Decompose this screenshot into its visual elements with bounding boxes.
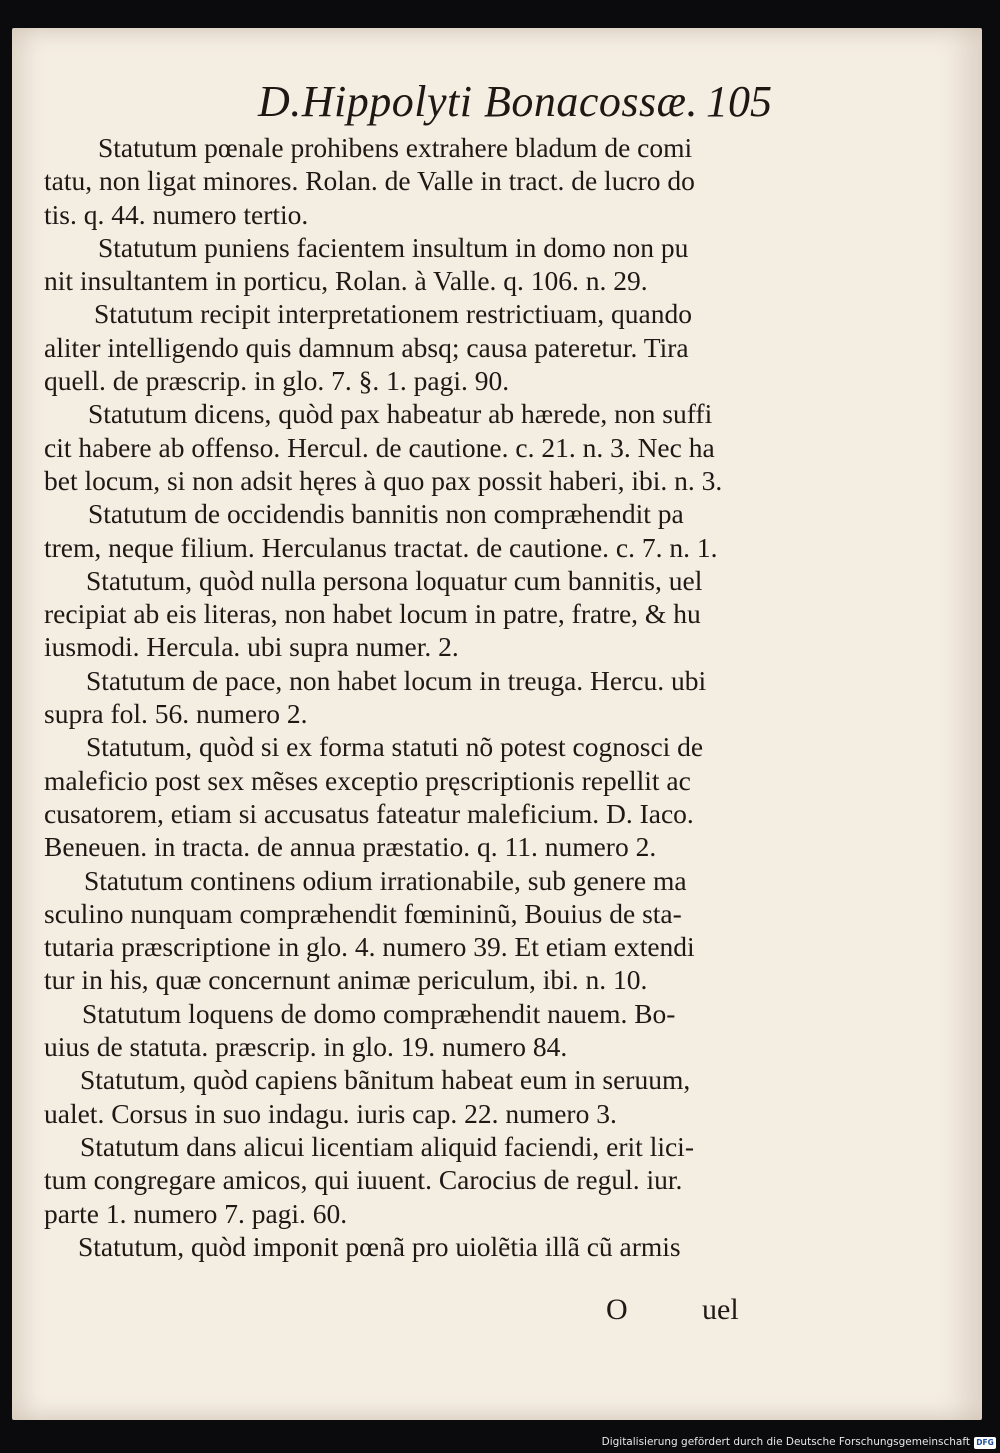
text-line: recipiat ab eis literas, non habet locum in patre, fratre, & hu	[44, 598, 701, 630]
page-header	[0, 76, 1000, 136]
text-line: tutaria præscriptione in glo. 4. numero 39. Et etiam extendi	[44, 931, 695, 963]
running-head: D.Hippolyti Bonacossæ.	[258, 77, 698, 126]
text-line: aliter intelligendo quis damnum absq; causa pateretur. Tira	[44, 331, 689, 363]
text-line: Statutum continens odium irrationabile, sub genere ma	[84, 864, 687, 896]
text-line: nit insultantem in porticu, Rolan. à Valle. q. 106. n. 29.	[44, 265, 648, 297]
text-line: trem, neque filium. Herculanus tractat. de cautione. c. 7. n. 1.	[44, 531, 718, 563]
text-line: Statutum puniens facientem insultum in domo non pu	[98, 231, 689, 263]
text-line: tatu, non ligat minores. Rolan. de Valle in tract. de lucro do	[44, 165, 695, 197]
text-line: Statutum dans alicui licentiam aliquid faciendi, erit lici-	[80, 1130, 694, 1162]
text-line: Statutum recipit interpretationem restrictiuam, quando	[94, 298, 692, 330]
text-line: parte 1. numero 7. pagi. 60.	[44, 1197, 348, 1229]
text-line: Statutum, quòd imponit pœnã pro uiolẽtia illã cũ armis	[78, 1230, 681, 1262]
text-line: Statutum, quòd nulla persona loquatur cum bannitis, uel	[86, 564, 703, 596]
text-line: quell. de præscrip. in glo. 7. §. 1. pagi. 90.	[44, 365, 510, 397]
text-line: Statutum loquens de domo compræhendit nauem. Bo-	[82, 997, 676, 1029]
text-line: Beneuen. in tracta. de annua præstatio. q. 11. numero 2.	[44, 831, 657, 863]
text-line: tis. q. 44. numero tertio.	[44, 198, 309, 230]
page-footer	[0, 1293, 1000, 1333]
text-line: iusmodi. Hercula. ubi supra numer. 2.	[44, 631, 459, 663]
text-line: cit habere ab offenso. Hercul. de cautione. c. 21. n. 3. Nec ha	[44, 431, 715, 463]
text-line: supra fol. 56. numero 2.	[44, 698, 308, 730]
text-line: Statutum pœnale prohibens extrahere bladum de comi	[98, 132, 693, 163]
dfg-logo-icon: DFG	[974, 1437, 996, 1449]
text-line: Statutum de occidendis bannitis non compræhendit pa	[88, 498, 684, 530]
text-line: tur in his, quæ concernunt animæ periculum, ibi. n. 10.	[44, 964, 648, 996]
credit-text: Digitalisierung gefördert durch die Deutsche Forschungsgemeinschaft	[601, 1436, 970, 1448]
text-line: ualet. Corsus in suo indagu. iuris cap. 22. numero 3.	[44, 1097, 617, 1129]
text-line: sculino nunquam compræhendit fœmininũ, Bouius de sta-	[44, 897, 682, 929]
text-line: Statutum dicens, quòd pax habeatur ab hærede, non suffi	[88, 398, 713, 430]
page-number: 105	[706, 77, 772, 126]
text-line: maleficio post sex mẽses exceptio pręscriptionis repellit ac	[44, 764, 691, 796]
text-line: cusatorem, etiam si accusatus fateatur maleficium. D. Iaco.	[44, 797, 694, 829]
text-line: Statutum, quòd si ex forma statuti nõ potest cognosci de	[86, 731, 704, 763]
text-line: uius de statuta. præscrip. in glo. 19. numero 84.	[44, 1031, 568, 1063]
digitization-credit-bar	[0, 1436, 1000, 1453]
catchword: uel	[702, 1293, 739, 1326]
page-body	[44, 131, 794, 1263]
signature-mark: O	[606, 1293, 628, 1326]
text-line: Statutum de pace, non habet locum in treuga. Hercu. ubi	[86, 664, 707, 696]
text-line: Statutum, quòd capiens bãnitum habeat eum in seruum,	[80, 1064, 691, 1096]
text-line: bet locum, si non adsit hęres à quo pax possit haberi, ibi. n. 3.	[44, 464, 723, 496]
text-line: tum congregare amicos, qui iuuent. Carocius de regul. iur.	[44, 1164, 683, 1196]
